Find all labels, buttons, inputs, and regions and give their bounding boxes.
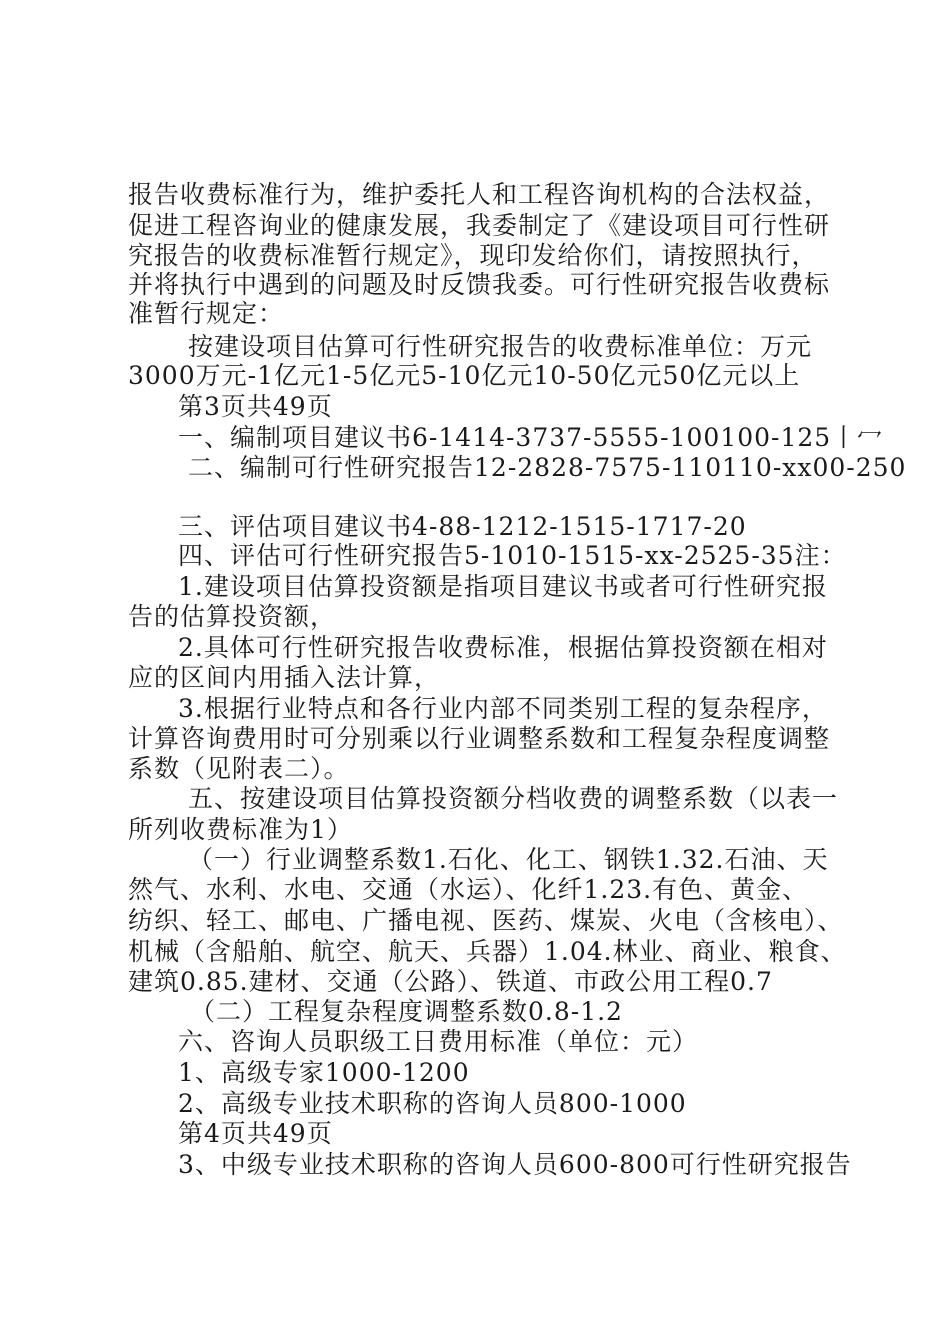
text-line: 并将执行中遇到的问题及时反馈我委。可行性研究报告收费标 [128,270,831,299]
text-line: 1.建设项目估算投资额是指项目建议书或者可行性研究报 [178,572,828,601]
text-line: 计算咨询费用时可分别乘以行业调整系数和工程复杂程度调整 [128,724,831,753]
text-line: 3、中级专业技术职称的咨询人员600-800可行性研究报告 [178,1150,852,1179]
text-line: 促进工程咨询业的健康发展，我委制定了《建设项目可行性研 [128,211,831,240]
text-line: 3.根据行业特点和各行业内部不同类别工程的复杂程序， [178,694,828,723]
text-line: 二、编制可行性研究报告12-2828-7575-110110-xx00-250 [188,453,907,482]
text-line: 2.具体可行性研究报告收费标准，根据估算投资额在相对 [178,633,828,662]
text-line: 准暂行规定： [128,299,285,328]
page-number: 第3页共49页 [178,392,333,421]
text-line: 报告收费标准行为，维护委托人和工程咨询机构的合法权益， [128,180,831,209]
text-line: 然气、水利、水电、交通（水运）、化纤1.23.有色、黄金、 [128,875,809,904]
text-line: 2、高级专业技术职称的咨询人员800-1000 [178,1089,687,1118]
text-line: 机械（含船舶、航空、航天、兵器）1.04.林业、商业、粮食、 [128,937,847,966]
text-line: 按建设项目估算可行性研究报告的收费标准单位：万元 [188,332,813,361]
text-line: 六、咨询人员职级工日费用标准（单位：元） [178,1027,699,1056]
text-line: 所列收费标准为1） [128,815,353,844]
text-line: 系数（见附表二）。 [128,754,350,783]
text-line: 三、评估项目建议书4-88-1212-1515-1717-20 [178,512,747,541]
text-line: 3000万元-1亿元1-5亿元5-10亿元10-50亿元50亿元以上 [128,361,801,390]
text-line: 一、编制项目建议书6-1414-3737-5555-100100-125丨冖 [178,423,884,452]
text-line: 四、评估可行性研究报告5-1010-1515-xx-2525-35注： [178,541,847,570]
text-line: 五、按建设项目估算投资额分档收费的调整系数（以表一 [188,784,839,813]
text-line: 建筑0.85.建材、交通（公路）、铁道、市政公用工程0.7 [128,967,773,996]
text-line: 1、高级专家1000-1200 [178,1058,470,1087]
text-line: （二）工程复杂程度调整系数0.8-1.2 [190,997,623,1026]
text-line: （一）行业调整系数1.石化、化工、钢铁1.32.石油、天 [188,845,829,874]
text-line: 究报告的收费标准暂行规定》，现印发给你们，请按照执行， [128,241,818,270]
text-line: 应的区间内用插入法计算， [128,663,441,692]
text-line: 纺织、轻工、邮电、广播电视、医药、煤炭、火电（含核电）、 [128,906,844,935]
text-line: 告的估算投资额， [128,602,337,631]
page-number: 第4页共49页 [178,1119,333,1148]
